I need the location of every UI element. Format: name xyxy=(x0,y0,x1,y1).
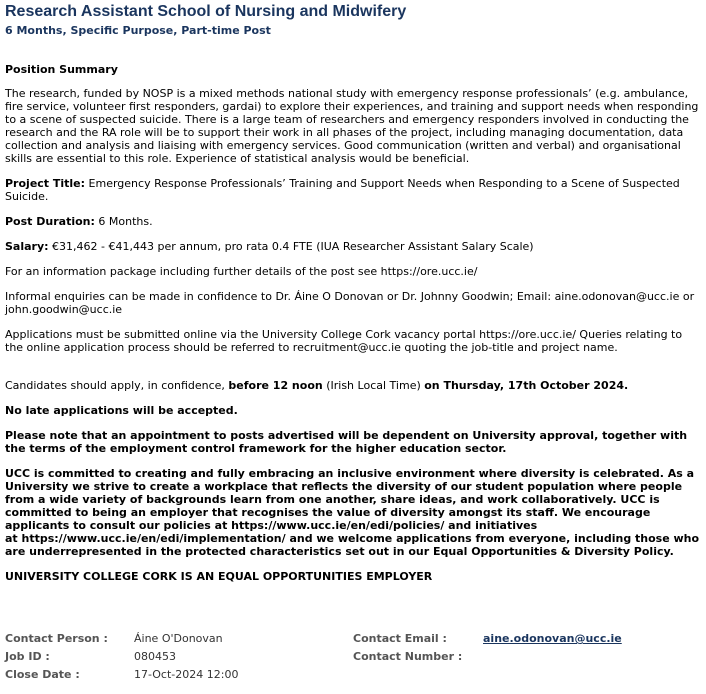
job-id-value: 080453 xyxy=(134,650,176,663)
post-duration-value: 6 Months. xyxy=(98,215,153,228)
equal-opportunities-text: UNIVERSITY COLLEGE CORK IS AN EQUAL OPPORTUNITIES EMPLOYER xyxy=(5,570,433,583)
informal-enquiries: Informal enquiries can be made in confidence to Dr. Áine O Donovan or Dr. Johnny Goodwin; Email: aine.odonovan@ucc.ie or john.goodwin@ucc.ie xyxy=(5,290,695,316)
application-deadline xyxy=(5,379,700,392)
applications-info: Applications must be submitted online via the University College Cork vacancy portal https://ore.ucc.ie/ Queries relating to the online application process should be referred to recruitment@ucc.ie quoting the job-title and project name. xyxy=(5,328,683,354)
project-title xyxy=(5,177,700,203)
info-package: For an information package including further details of the post see https://ore.ucc.ie/ xyxy=(5,265,478,278)
no-late-text: No late applications will be accepted. xyxy=(5,404,238,417)
approval-note-text: Please note that an appointment to posts advertised will be dependent on University approval, together with the terms of the employment control framework for the higher education sector. xyxy=(5,429,688,455)
section-heading: Position Summary xyxy=(5,63,118,76)
project-title-label: Project Title: xyxy=(5,177,86,190)
contact-person-label: Contact Person : xyxy=(5,632,108,645)
salary xyxy=(5,240,700,253)
salary-label: Salary: xyxy=(5,240,49,253)
deadline-timezone: (Irish Local Time) xyxy=(322,379,425,392)
equal-opportunities xyxy=(5,570,700,583)
approval-note xyxy=(5,429,700,455)
salary-value: €31,462 - €41,443 per annum, pro rata 0.4 FTE (IUA Researcher Assistant Salary Scale) xyxy=(52,240,534,253)
deadline-time: before 12 noon xyxy=(228,379,323,392)
close-date-label: Close Date : xyxy=(5,668,80,681)
deadline-date: on Thursday, 17th October 2024. xyxy=(424,379,629,392)
job-details-footer xyxy=(5,632,700,686)
edi-statement-part1: UCC is committed to creating and fully embracing an inclusive environment where diversity is celebrated. As a University we strive to create a workplace that reflects the diversity of our student population where people from a wide variety of backgrounds learn from one another, share ideas, and work collaboratively. UCC is committed to being an employer that recognises the value of diversity amongst its staff. We encourage applicants to consult our policies at https://www.ucc.ie/en/edi/policies/ and initiatives xyxy=(5,467,695,532)
job-title: Research Assistant School of Nursing and Midwifery xyxy=(5,3,407,20)
no-late-applications xyxy=(5,404,700,417)
post-duration-label: Post Duration: xyxy=(5,215,95,228)
position-summary: The research, funded by NOSP is a mixed methods national study with emergency response professionals’ (e.g. ambulance, fire service, volunteer first responders, gardai) to explore their experiences, and training and support needs when responding to a scene of suspected suicide. There is a large team of researchers and emergency responders involved in conducting the research and the RA role will be to support their work in all phases of the project, including managing documentation, data collection and analysis and liaising with emergency services. Good communication (written and verbal) and organisational skills are essential to this role. Experience of statistical analysis would be beneficial. xyxy=(5,87,699,165)
contact-number-label: Contact Number : xyxy=(353,650,463,663)
close-date-value: 17-Oct-2024 12:00 xyxy=(134,668,239,681)
post-duration xyxy=(5,215,700,228)
deadline-prefix: Candidates should apply, in confidence, xyxy=(5,379,229,392)
contact-person-value: Áine O'Donovan xyxy=(134,632,223,645)
contact-email-link[interactable]: aine.odonovan@ucc.ie xyxy=(483,632,622,645)
spacer xyxy=(5,366,700,379)
job-subtitle: 6 Months, Specific Purpose, Part-time Post xyxy=(5,24,271,37)
edi-statement xyxy=(5,467,700,558)
contact-email-label: Contact Email : xyxy=(353,632,447,645)
job-id-label: Job ID : xyxy=(5,650,50,663)
footer-row xyxy=(5,632,700,650)
footer-row xyxy=(5,650,700,668)
job-description xyxy=(5,63,700,595)
project-title-value: Emergency Response Professionals’ Training and Support Needs when Responding to a Scene of Suspected Suicide. xyxy=(5,177,680,203)
edi-statement-part2: at https://www.ucc.ie/en/edi/implementation/ and we welcome applications from everyone, including those who are underrepresented in the protected characteristics set out in our Equal Opportunities & Diversity Policy. xyxy=(5,532,700,558)
footer-row xyxy=(5,668,700,686)
